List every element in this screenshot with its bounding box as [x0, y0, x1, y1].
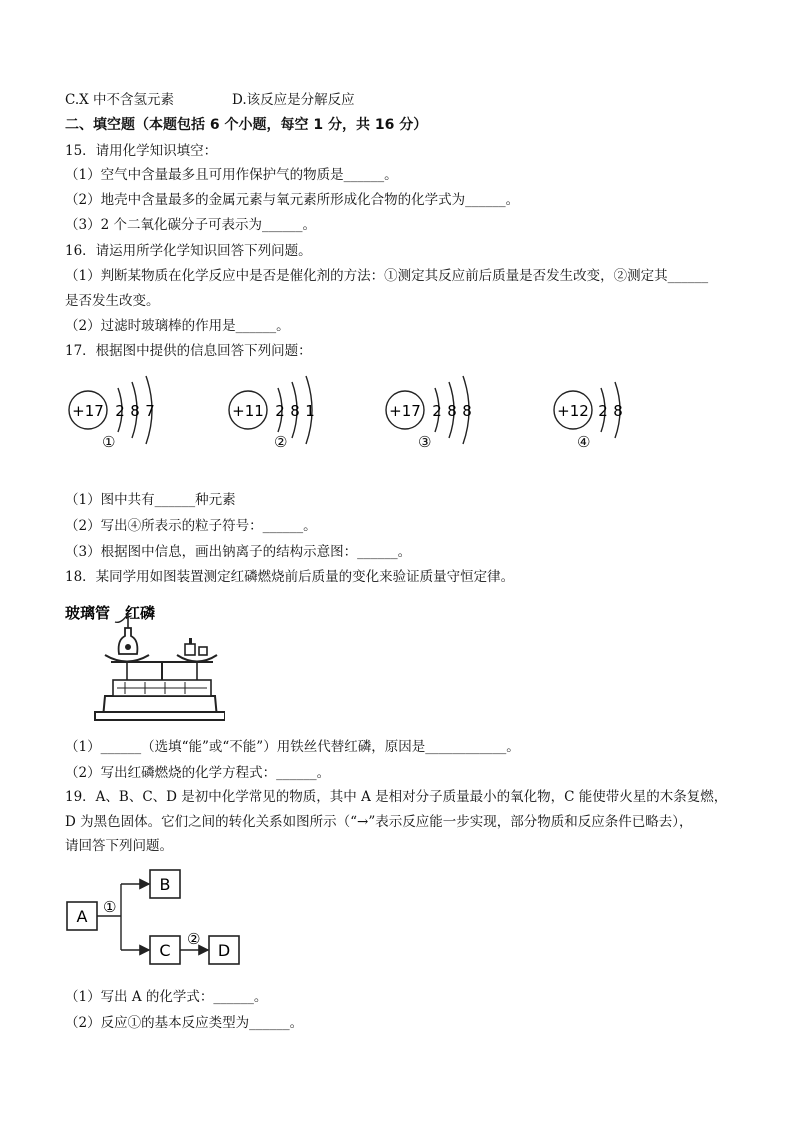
q15-stem: 15．请用化学知识填空：	[65, 143, 218, 159]
q18-part2: （2）写出红磷燃烧的化学方程式：______。	[65, 765, 331, 781]
node-c: C	[159, 941, 171, 960]
q15-part3: （3）2 个二氧化碳分子可表示为______。	[65, 217, 316, 233]
q17-part3: （3）根据图中信息，画出钠离子的结构示意图：______。	[65, 544, 412, 560]
q17-part1: （1）图中共有______种元素	[65, 492, 236, 508]
shell-electrons: 8	[447, 402, 457, 420]
q18-stem: 18．某同学用如图装置测定红磷燃烧前后质量的变化来验证质量守恒定律。	[65, 569, 515, 585]
atom-diagram-4	[551, 368, 661, 458]
q16-part2: （2）过滤时玻璃棒的作用是______。	[65, 318, 290, 334]
q16-part1b: 是否发生改变。	[65, 293, 160, 309]
atom-label-4: ④	[577, 433, 591, 451]
q15-part1: （1）空气中含量最多且可用作保护气的物质是______。	[65, 167, 398, 183]
shell-electrons: 8	[462, 402, 472, 420]
shell-electrons: 2	[598, 402, 608, 420]
atom-label-3: ③	[418, 433, 432, 451]
atom-diagram-3	[383, 368, 493, 458]
shell-electrons: 8	[613, 402, 623, 420]
shell-electrons: 2	[432, 402, 442, 420]
node-a: A	[76, 907, 88, 926]
node-b: B	[159, 875, 171, 894]
reaction-2-label: ②	[187, 930, 201, 948]
nucleus-charge: +17	[72, 402, 104, 420]
label-red-phosphorus: 红磷	[125, 604, 156, 622]
q19-part1: （1）写出 A 的化学式：______。	[65, 989, 268, 1005]
q17-part2: （2）写出④所表示的粒子符号：______。	[65, 518, 317, 534]
atom-diagram-1	[66, 368, 176, 458]
q16-part1a: （1）判断某物质在化学反应中是否是催化剂的方法：①测定其反应前后质量是否发生改变，②测定其______	[65, 268, 709, 284]
shell-electrons: 7	[145, 402, 155, 420]
shell-electrons: 2	[275, 402, 285, 420]
q15-part2: （2）地壳中含量最多的金属元素与氧元素所形成化合物的化学式为______。	[65, 192, 520, 208]
atom-label-2: ②	[274, 433, 288, 451]
conversion-flow-diagram	[65, 868, 255, 974]
section-title: 二、填空题（本题包括 6 个小题，每空 1 分，共 16 分）	[65, 117, 428, 133]
shell-electrons: 2	[115, 402, 125, 420]
shell-electrons: 8	[130, 402, 140, 420]
nucleus-charge: +12	[557, 402, 589, 420]
q19-stem-line2: D 为黑色固体。它们之间的转化关系如图所示（“→”表示反应能一步实现，部分物质和反应条件已略去），	[65, 814, 693, 830]
balance-apparatus-diagram	[65, 600, 225, 722]
q19-stem-line3: 请回答下列问题。	[65, 838, 173, 854]
atom-label-1: ①	[102, 433, 116, 451]
q19-part2: （2）反应①的基本反应类型为______。	[65, 1015, 304, 1031]
q19-stem-line1: 19．A、B、C、D 是初中化学常见的物质，其中 A 是相对分子质量最小的氧化物，C 能使带火星的木条复燃，	[65, 789, 728, 805]
q17-stem: 17．根据图中提供的信息回答下列问题：	[65, 343, 312, 359]
shell-electrons: 8	[290, 402, 300, 420]
nucleus-charge: +17	[389, 402, 421, 420]
node-d: D	[217, 941, 231, 960]
option-d: D.该反应是分解反应	[232, 92, 355, 108]
option-c: C.X 中不含氢元素	[65, 92, 175, 108]
shell-electrons: 1	[305, 402, 315, 420]
label-glass-tube: 玻璃管	[65, 604, 111, 622]
nucleus-charge: +11	[232, 402, 264, 420]
q18-part1: （1）______（选填“能”或“不能”）用铁丝代替红磷，原因是____________。	[65, 739, 520, 755]
reaction-1-label: ①	[103, 898, 117, 916]
q16-stem: 16．请运用所学化学知识回答下列问题。	[65, 243, 312, 259]
